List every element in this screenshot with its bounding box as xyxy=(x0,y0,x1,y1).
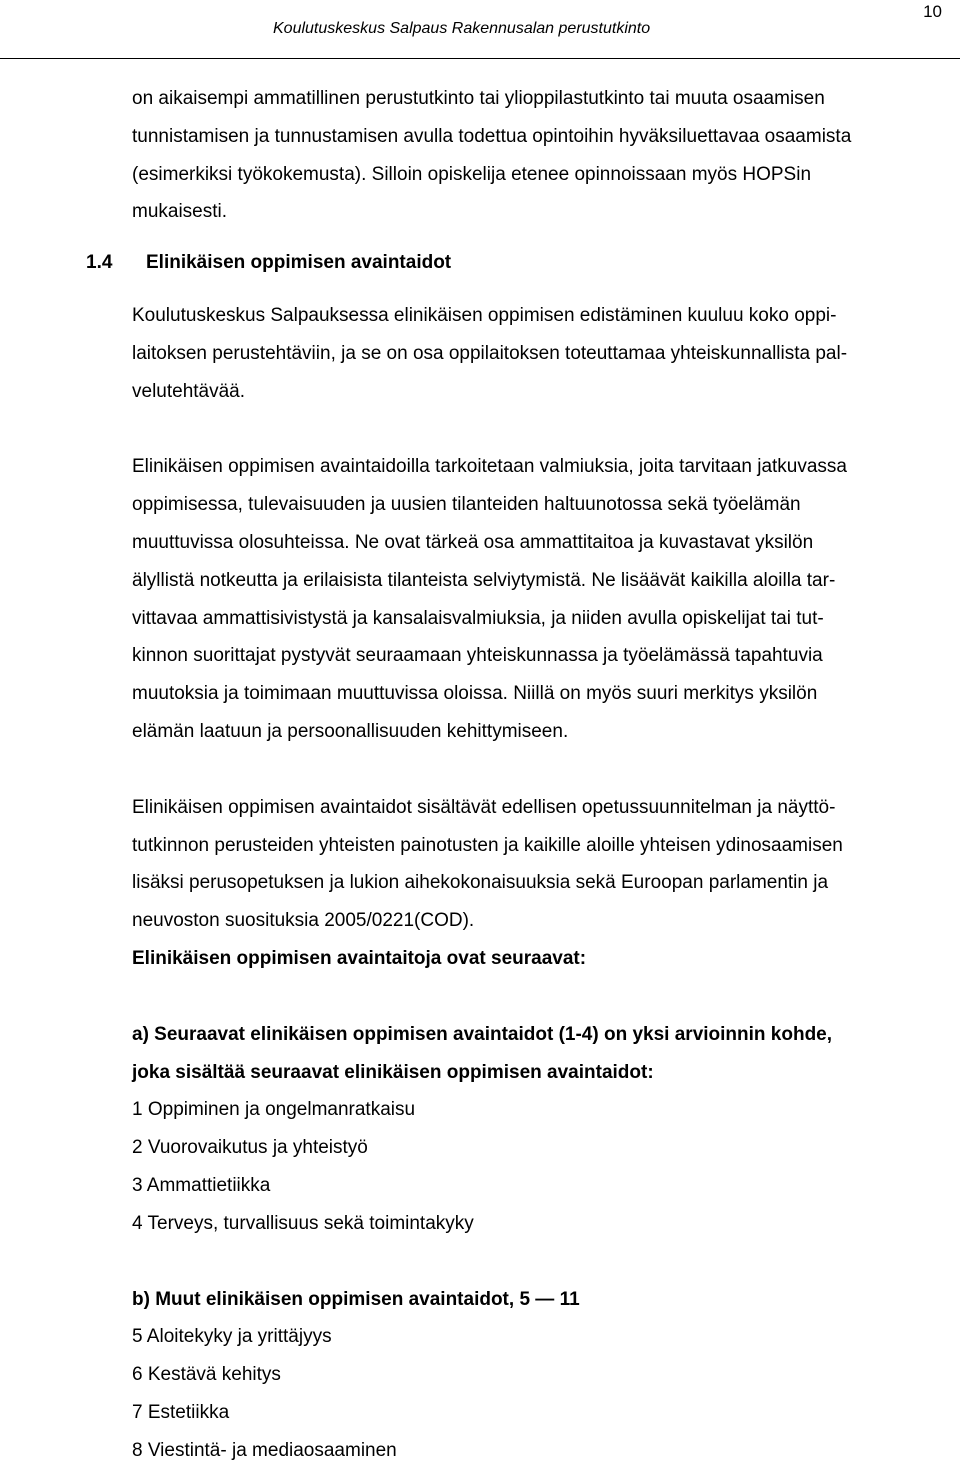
running-header: Koulutuskeskus Salpaus Rakennusalan perustutkinto xyxy=(273,20,651,37)
group-a-title: joka sisältää seuraavat elinikäisen oppimisen avaintaidot: xyxy=(132,1061,654,1083)
paragraph-spacer xyxy=(132,978,932,1016)
text-line: mukaisesti. xyxy=(132,201,228,223)
paragraph-spacer xyxy=(132,751,932,789)
text-line: älyllistä notkeutta ja erilaisista tilanteista selviytymistä. Ne lisäävät kaikilla aloilla tar- xyxy=(132,569,836,591)
list-item: 6 Kestävä kehitys xyxy=(132,1364,281,1386)
text-line: lisäksi perusopetuksen ja lukion aihekokonaisuuksia sekä Euroopan parlamentin ja xyxy=(132,872,829,894)
list-intro: Elinikäisen oppimisen avaintaitoja ovat seuraavat: xyxy=(132,947,587,969)
text-line: neuvoston suosituksia 2005/0221(COD). xyxy=(132,910,475,932)
list-item: 5 Aloitekyky ja yrittäjyys xyxy=(132,1326,332,1348)
text-line: tunnistamisen ja tunnustamisen avulla todettua opintoihin hyväksiluettavaa osaamista xyxy=(132,125,852,147)
text-line: (esimerkiksi työkokemusta). Silloin opiskelija etenee opinnoissaan myös HOPSin xyxy=(132,163,812,185)
paragraph-spacer xyxy=(132,1243,932,1281)
text-line: muuttuvissa olosuhteissa. Ne ovat tärkeä osa ammattitaitoa ja kuvastavat yksilön xyxy=(132,531,814,553)
paragraph-3 xyxy=(132,789,932,978)
paragraph-spacer xyxy=(132,410,932,448)
section-title: Elinikäisen oppimisen avaintaidot xyxy=(146,252,452,274)
paragraph-1 xyxy=(132,297,932,410)
group-a-title: a) Seuraavat elinikäisen oppimisen avaintaidot (1-4) on yksi arvioinnin kohde, xyxy=(132,1023,833,1045)
list-item: 4 Terveys, turvallisuus sekä toimintakyky xyxy=(132,1212,474,1234)
section-heading xyxy=(86,244,932,282)
group-a xyxy=(132,1016,932,1243)
text-line: Koulutuskeskus Salpauksessa elinikäisen oppimisen edistäminen kuuluu koko oppi- xyxy=(132,304,837,326)
list-item: 8 Viestintä- ja mediaosaaminen xyxy=(132,1439,397,1461)
text-line: oppimisessa, tulevaisuuden ja uusien tilanteiden haltuunotossa sekä työelämän xyxy=(132,494,801,516)
document-body xyxy=(86,80,932,1470)
header-rule xyxy=(0,58,960,59)
paragraph-2 xyxy=(132,448,932,750)
list-item: 3 Ammattietiikka xyxy=(132,1174,271,1196)
list-item: 7 Estetiikka xyxy=(132,1401,230,1423)
text-line: tutkinnon perusteiden yhteisten painotusten ja kaikille aloille yhteisen ydinosaamisen xyxy=(132,834,843,856)
list-item: 2 Vuorovaikutus ja yhteistyö xyxy=(132,1137,368,1159)
page-number: 10 xyxy=(923,2,942,21)
text-line: Elinikäisen oppimisen avaintaidoilla tarkoitetaan valmiuksia, joita tarvitaan jatkuvassa xyxy=(132,456,847,478)
group-b xyxy=(132,1281,932,1470)
list-item: 1 Oppiminen ja ongelmanratkaisu xyxy=(132,1099,416,1121)
text-line: elämän laatuun ja persoonallisuuden kehittymiseen. xyxy=(132,720,569,742)
section-number: 1.4 xyxy=(86,252,113,274)
intro-paragraph xyxy=(132,80,932,231)
text-line: laitoksen perustehtäviin, ja se on osa oppilaitoksen toteuttamaa yhteiskunnallista pal- xyxy=(132,342,848,364)
group-b-title: b) Muut elinikäisen oppimisen avaintaidot, 5 — 11 xyxy=(132,1288,580,1310)
text-line: muutoksia ja toimimaan muuttuvissa oloissa. Niillä on myös suuri merkitys yksilön xyxy=(132,683,818,705)
text-line: velutehtävää. xyxy=(132,380,246,402)
text-line: vittavaa ammattisivistystä ja kansalaisvalmiuksia, ja niiden avulla opiskelijat tai tut- xyxy=(132,607,824,629)
text-line: Elinikäisen oppimisen avaintaidot sisältävät edellisen opetussuunnitelman ja näyttö- xyxy=(132,796,836,818)
text-line: kinnon suorittajat pystyvät seuraamaan yhteiskunnassa ja työelämässä tapahtuvia xyxy=(132,645,823,667)
text-line: on aikaisempi ammatillinen perustutkinto tai ylioppilastutkinto tai muuta osaamisen xyxy=(132,88,825,109)
